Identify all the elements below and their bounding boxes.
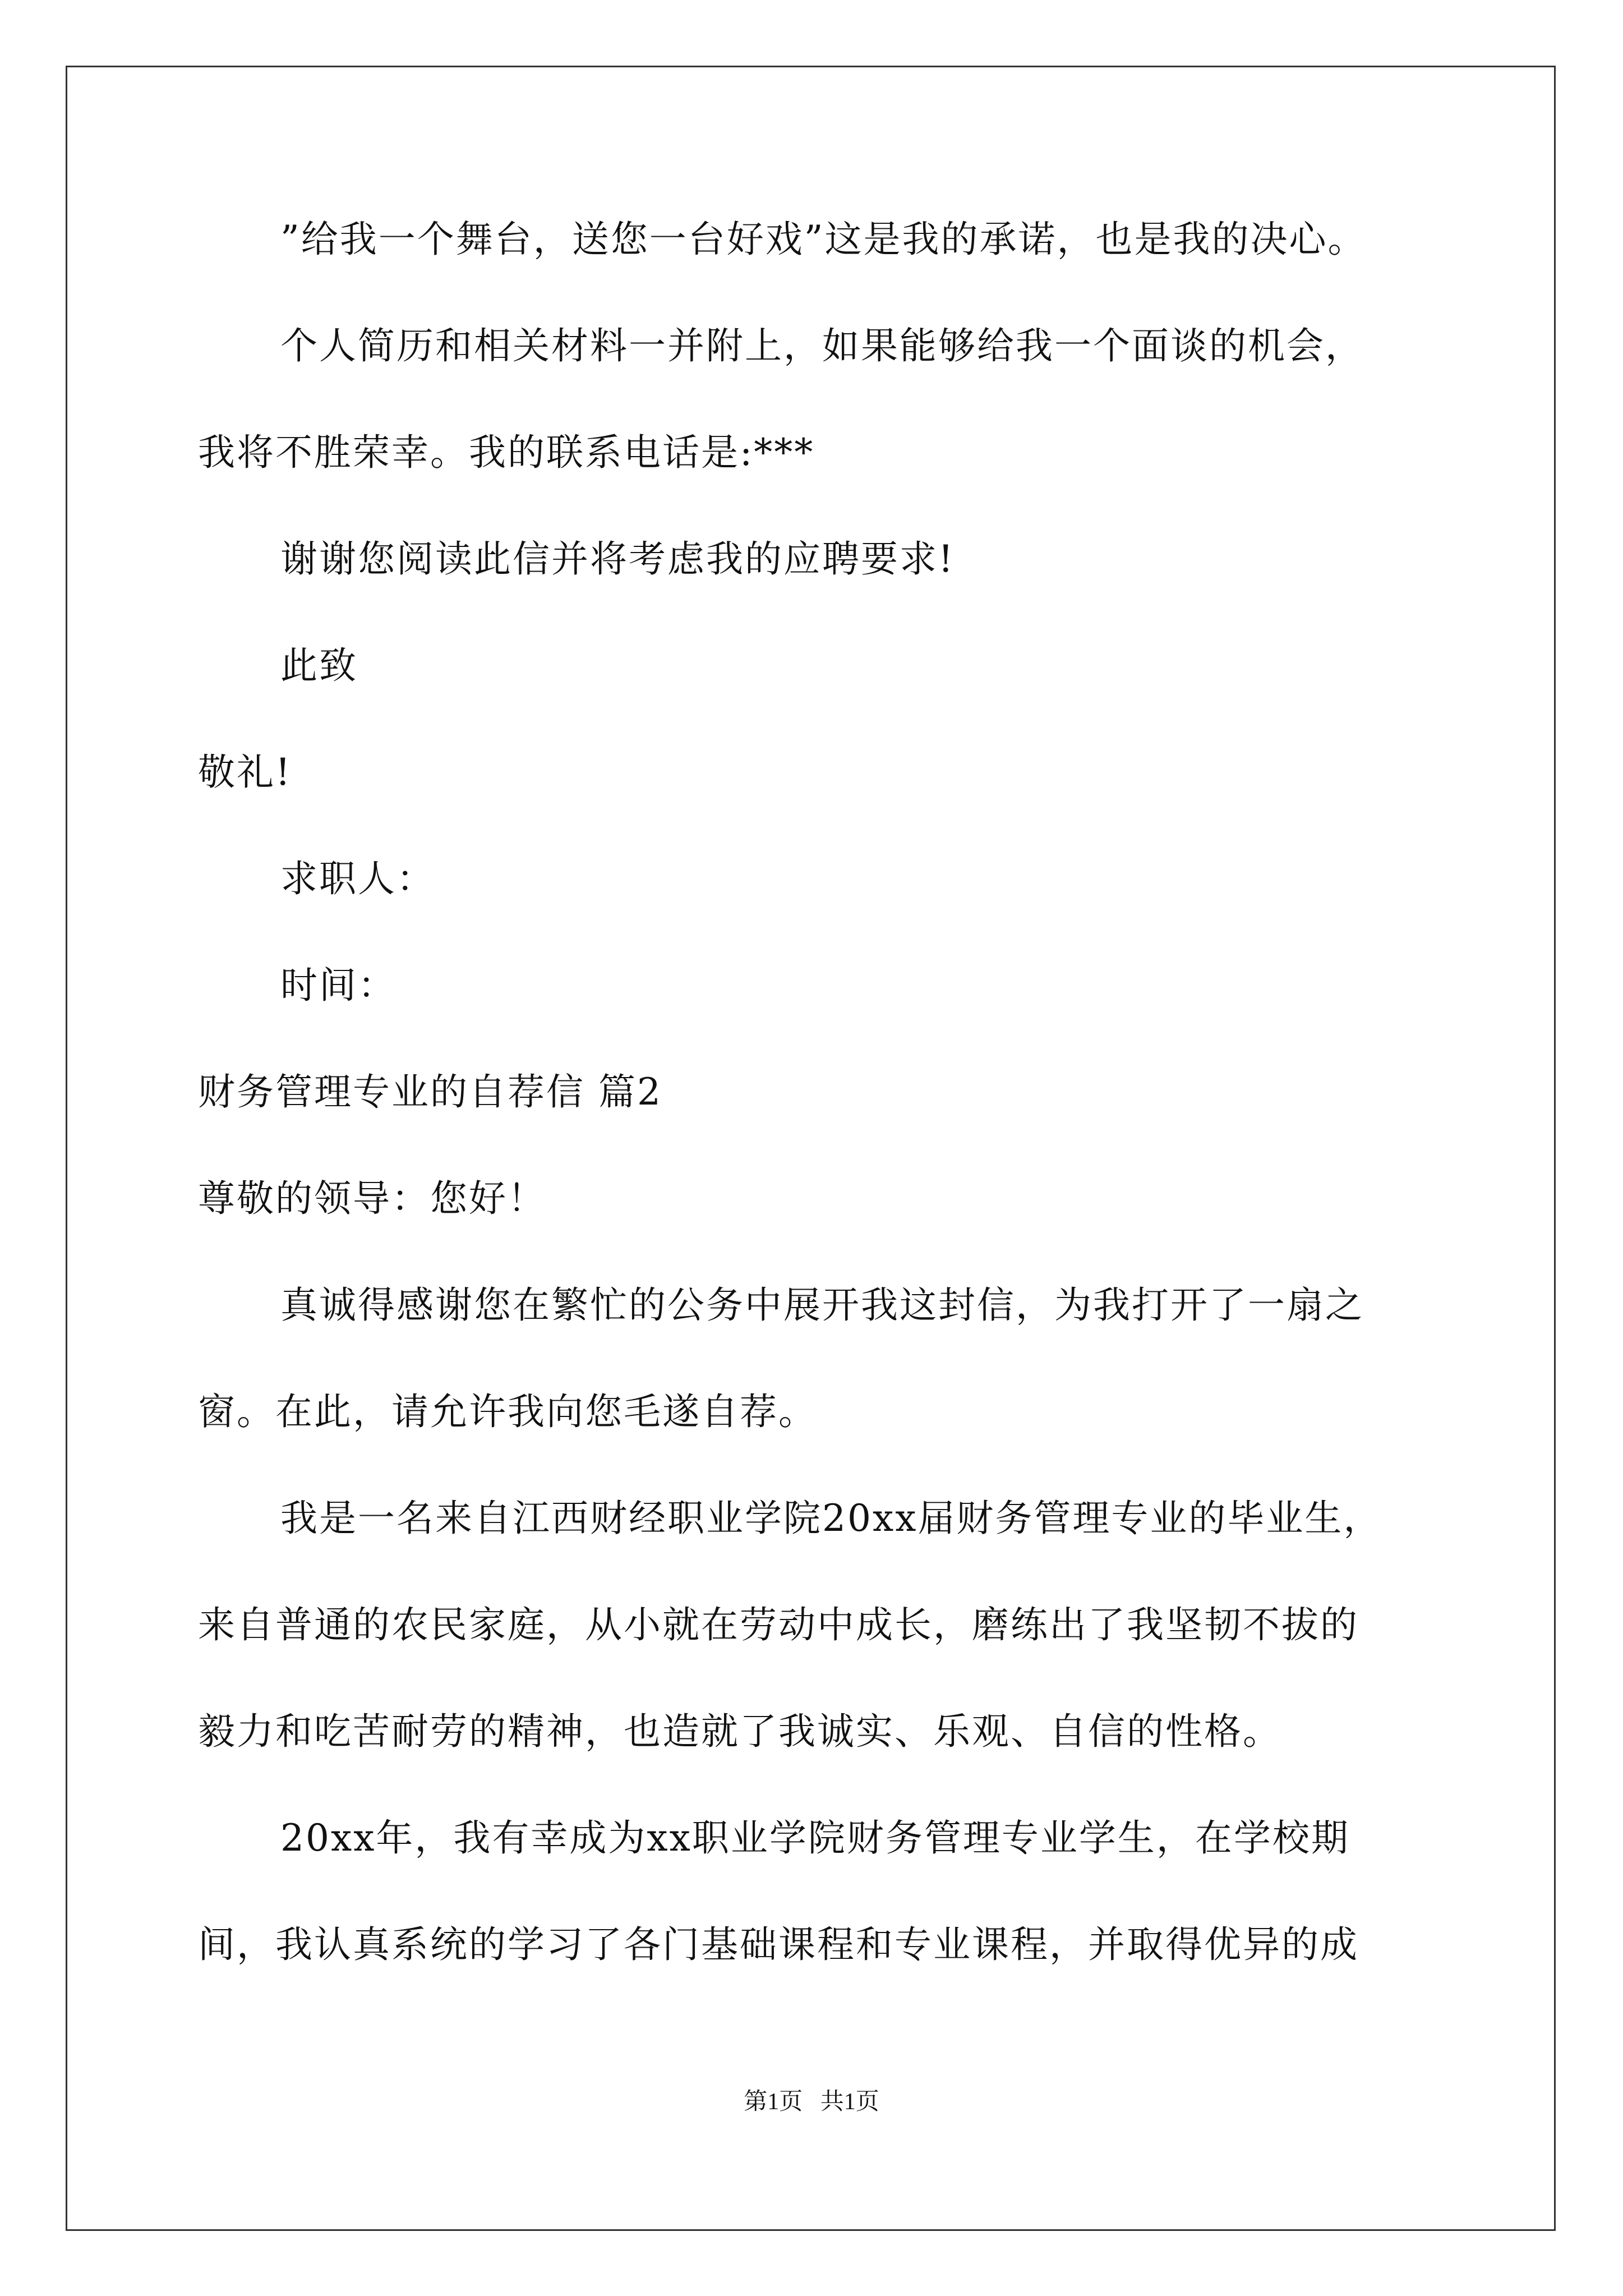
paragraph-line: 我将不胜荣幸。我的联系电话是:***	[198, 431, 815, 474]
paragraph-line: ”给我一个舞台，送您一台好戏”这是我的承诺，也是我的决心。	[280, 218, 1367, 261]
date-line: 时间：	[280, 964, 396, 1007]
paragraph-line: 20xx年，我有幸成为xx职业学院财务管理专业学生，在学校期	[280, 1816, 1350, 1860]
paragraph-line: 来自普通的农民家庭，从小就在劳动中成长，磨练出了我坚韧不拔的	[198, 1603, 1359, 1646]
page-number: 第1页 共1页	[744, 2089, 879, 2115]
section-title: 财务管理专业的自荐信 篇2	[198, 1070, 662, 1114]
closing-line: 此致	[280, 644, 358, 687]
paragraph-line: 毅力和吃苦耐劳的精神，也造就了我诚实、乐观、自信的性格。	[198, 1710, 1281, 1753]
paragraph-line: 窗。在此，请允许我向您毛遂自荐。	[198, 1390, 817, 1433]
page-border	[66, 66, 1556, 2231]
salutation: 尊敬的领导：您好！	[198, 1177, 546, 1220]
paragraph-line: 我是一名来自江西财经职业学院20xx届财务管理专业的毕业生，	[280, 1497, 1382, 1540]
signature-line: 求职人：	[280, 857, 435, 900]
paragraph-line: 间，我认真系统的学习了各门基础课程和专业课程，并取得优异的成	[198, 1923, 1359, 1966]
paragraph-line: 真诚得感谢您在繁忙的公务中展开我这封信，为我打开了一扇之	[280, 1283, 1364, 1327]
paragraph-line: 谢谢您阅读此信并将考虑我的应聘要求!	[280, 537, 955, 581]
paragraph-line: 个人简历和相关材料一并附上，如果能够给我一个面谈的机会，	[280, 324, 1364, 367]
closing-line: 敬礼!	[198, 751, 292, 794]
